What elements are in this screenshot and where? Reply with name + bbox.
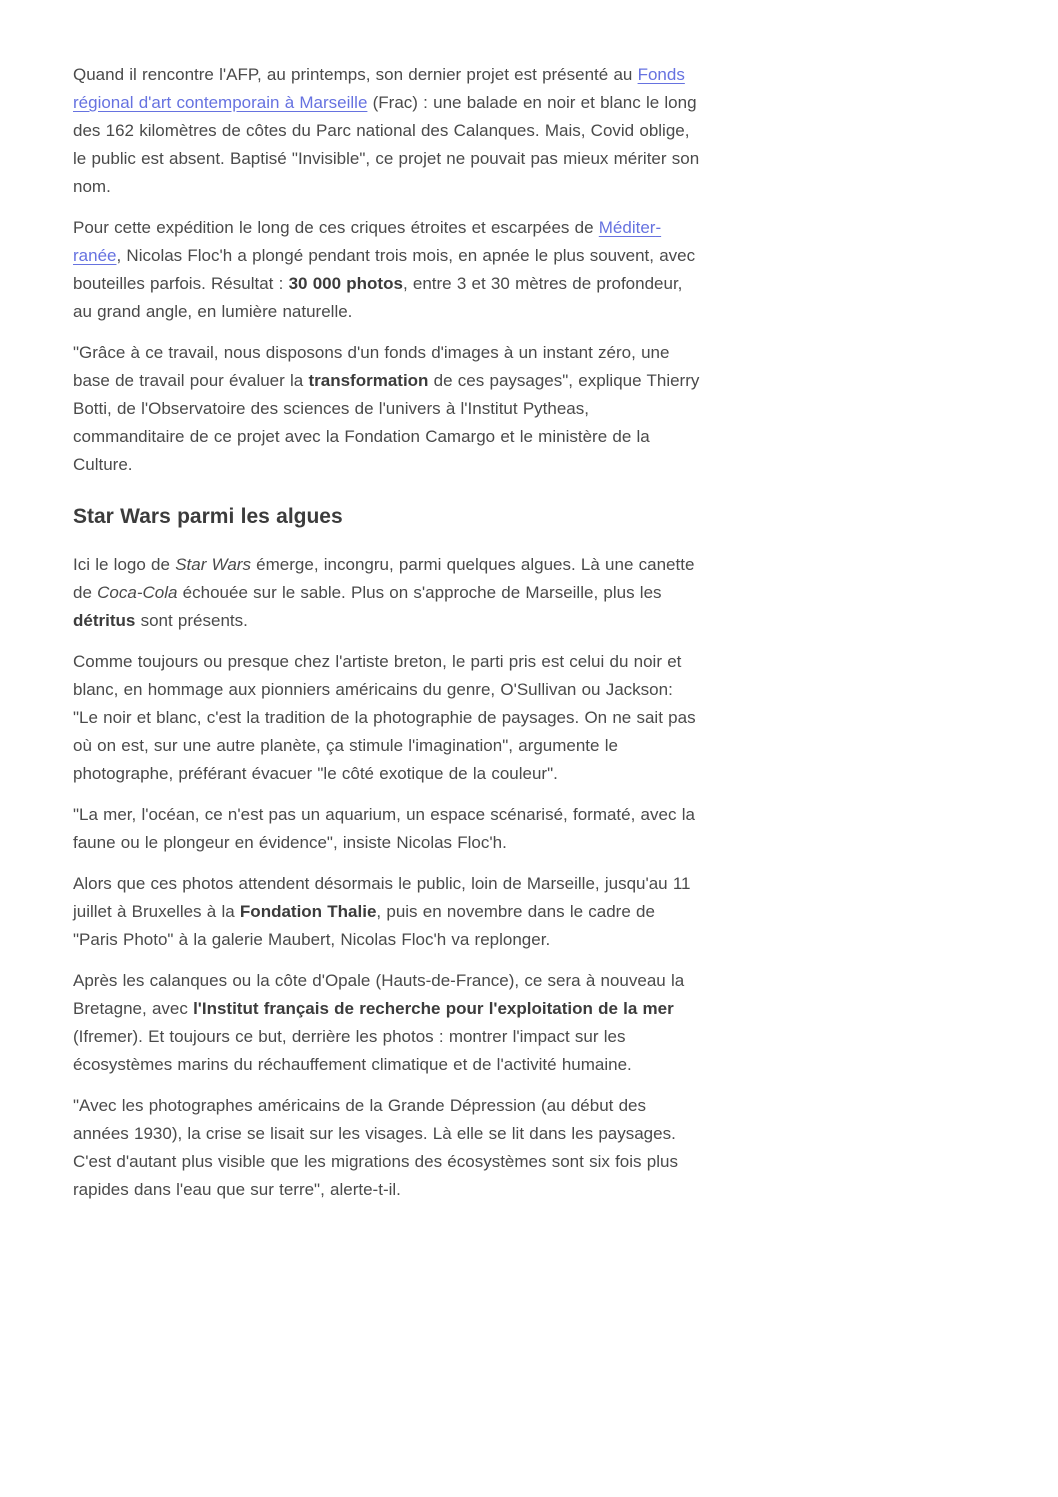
paragraph-noir-et-blanc [73,648,701,788]
text-run: Pour cette expédition le long de ces criques étroites et escarpées de [73,218,599,237]
text-run: (Ifremer). Et toujours ce but, derrière les photos : montrer l'impact sur les écosystèmes marins du réchauffement climatique et de l'activité humaine. [73,1027,632,1074]
text-run: Alors que ces photos attendent désormais le public, loin de Marseille, jusqu'au 11 juillet à Bruxelles à la [73,874,691,921]
paragraph-expositions [73,870,701,954]
italic-text-coca-cola: Coca-Cola [97,583,178,602]
bold-text-ifremer: l'Institut français de recherche pour l'exploitation de la mer [193,999,674,1018]
text-run: échouée sur le sable. Plus on s'approche de Marseille, plus les [177,583,662,602]
text-run: "Grâce à ce travail, nous disposons d'un fonds d'images à un instant zéro, une base de travail pour évaluer la [73,343,670,390]
paragraph-ifremer [73,967,701,1079]
text-run: Comme toujours ou presque chez l'artiste breton, le parti pris est celui du noir et blanc, en hommage aux pionniers américains du genre, O'Sullivan ou Jackson: "Le noir et blanc, c'est la tradition de la photographie de paysages. On ne sait pas où on est, sur une autre planète, ça stimule l'imagination", argumente le photographe, préférant évacuer "le côté exotique de la couleur". [73,652,696,783]
text-run: Quand il rencontre l'AFP, au printemps, son dernier projet est présenté au [73,65,638,84]
paragraph-star-wars [73,551,701,635]
bold-text-transformation: transformation [308,371,429,390]
text-run: , entre 3 et 30 mètres de profondeur, au grand angle, en lumière naturelle. [73,274,683,321]
text-run: "La mer, l'océan, ce n'est pas un aquarium, un espace scénarisé, formaté, avec la faune ou le plongeur en évidence", insiste Nicolas Floc'h. [73,805,695,852]
paragraph-grande-depression [73,1092,701,1204]
article-body [73,0,701,1204]
text-run: émerge, incongru, parmi quelques algues. Là une canette de [73,555,695,602]
link-mediterranee[interactable]: Méditerranée [73,218,662,265]
paragraph-expedition [73,214,701,326]
paragraph-quote-aquarium [73,801,701,857]
text-run: Ici le logo de [73,555,176,574]
text-run: , puis en novembre dans le cadre de "Paris Photo" à la galerie Maubert, Nicolas Floc'h va replonger. [73,902,655,949]
bold-text-detritus: détritus [73,611,136,630]
text-run: (Frac) : une balade en noir et blanc le long des 162 kilomètres de côtes du Parc national des Calanques. Mais, Covid oblige, le public est absent. Baptisé "Invisible", ce projet ne pouvait pas mieux mériter son nom. [73,93,700,196]
text-run: Après les calanques ou la côte d'Opale (Hauts-de-France), ce sera à nouveau la Bretagne, avec [73,971,685,1018]
link-frac-marseille[interactable]: Fonds régional d'art contemporain à Marseille [73,65,685,112]
text-run: "Avec les photographes américains de la Grande Dépression (au début des années 1930), la crise se lisait sur les visages. Là elle se lit dans les paysages. C'est d'autant plus visible que les migrations des écosystèmes sont six fois plus rapides dans l'eau que sur terre", alerte-t-il. [73,1096,678,1199]
paragraph-quote-botti [73,339,701,479]
bold-text-fondation-thalie: Fondation Thalie [239,902,377,921]
paragraph-intro [73,61,701,201]
section-heading: Star Wars parmi les algues [73,505,343,528]
text-run: sont présents. [135,611,248,630]
italic-text-star-wars: Star Wars [175,555,251,574]
text-run: de ces paysages", explique Thierry Botti, de l'Observatoire des sciences de l'univers à l'Institut Pytheas, commanditaire de ce projet avec la Fondation Camargo et le ministère de la Culture. [73,371,700,474]
bold-text-30000-photos: 30 000 photos [288,274,403,293]
text-run: , Nicolas Floc'h a plongé pendant trois mois, en apnée le plus souvent, avec bouteilles parfois. Résultat : [73,246,696,293]
